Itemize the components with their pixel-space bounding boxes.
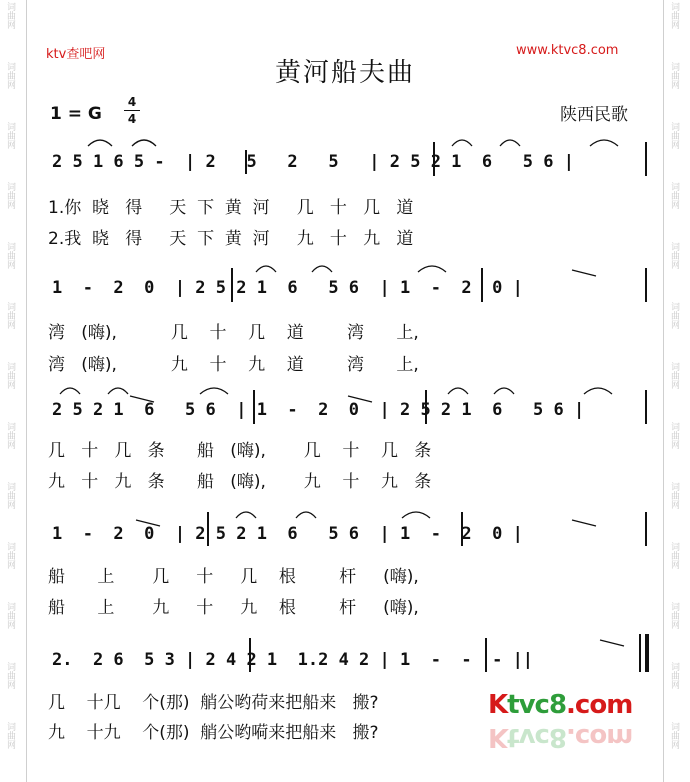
side-watermark: 词曲网 [5, 2, 15, 29]
slur-mark [418, 266, 446, 272]
slur-mark [108, 388, 128, 394]
lyric-verse-2-line-2: 湾 (嗨), 九 十 九 道 湾 上, [48, 355, 419, 375]
side-watermark: 词曲网 [5, 482, 15, 509]
side-watermark: 词曲网 [5, 662, 15, 689]
side-watermark: 词曲网 [669, 722, 679, 749]
notation-line-1: 2 5 1 6 5 - | 2 5 2 5 | 2 5 2 1 6 5 6 | [52, 152, 574, 172]
slur-mark [200, 388, 228, 394]
slur-mark [60, 388, 80, 394]
site-logo-reflection: Ktvc8.com [488, 722, 633, 752]
side-watermark: 词曲网 [5, 242, 15, 269]
lyric-verse-2-line-5: 九 十九 个(那) 艄公哟嗬来把船来 搬? [48, 723, 379, 743]
side-watermark: 词曲网 [5, 422, 15, 449]
notation-line-5: 2. 2 6 5 3 | 2 4 2 1 1.2 4 2 | 1 - - - || [52, 650, 534, 670]
song-origin: 陕西民歌 [560, 105, 628, 125]
side-watermark: 词曲网 [669, 302, 679, 329]
side-watermark: 词曲网 [5, 722, 15, 749]
lyric-verse-1-line-5: 几 十几 个(那) 艄公哟荷来把船来 搬? [48, 693, 379, 713]
side-watermark: 词曲网 [669, 62, 679, 89]
lyric-verse-2-line-4: 船 上 九 十 九 根 杆 (嗨), [48, 598, 419, 618]
lyric-verse-2-line-1: 2.我 晓 得 天 下 黄 河 九 十 九 道 [48, 229, 414, 249]
lyric-verse-1-line-1: 1.你 晓 得 天 下 黄 河 几 十 几 道 [48, 198, 414, 218]
time-signature-top: 4 [127, 95, 137, 109]
side-watermark: 词曲网 [669, 122, 679, 149]
tie-arrow [130, 396, 154, 402]
site-watermark-left: ktv查吧网 [46, 47, 106, 62]
site-watermark-right: www.ktvc8.com [516, 43, 619, 58]
slur-mark [402, 512, 430, 518]
side-watermark: 词曲网 [669, 362, 679, 389]
notation-line-2: 1 - 2 0 | 2 5 2 1 6 5 6 | 1 - 2 0 | [52, 278, 523, 298]
lyric-verse-1-line-2: 湾 (嗨), 几 十 几 道 湾 上, [48, 323, 419, 343]
lyric-verse-1-line-3: 几 十 几 条 船 (嗨), 几 十 几 条 [48, 441, 432, 461]
slur-mark [500, 140, 520, 146]
lyric-verse-1-line-4: 船 上 几 十 几 根 杆 (嗨), [48, 567, 419, 587]
site-logo: Ktvc8.com [488, 690, 633, 720]
tie-arrow [572, 520, 596, 526]
slur-mark [590, 140, 618, 146]
side-watermark: 词曲网 [5, 302, 15, 329]
slur-mark [584, 388, 612, 394]
slur-mark [452, 140, 472, 146]
lyric-verse-2-line-3: 九 十 九 条 船 (嗨), 九 十 九 条 [48, 472, 432, 492]
slur-mark [256, 266, 276, 272]
slur-mark [296, 512, 316, 518]
tie-arrow [136, 520, 160, 526]
side-watermark: 词曲网 [669, 242, 679, 269]
side-watermark: 词曲网 [5, 122, 15, 149]
tie-arrow [348, 396, 372, 402]
side-watermark: 词曲网 [669, 422, 679, 449]
side-watermark: 词曲网 [5, 602, 15, 629]
slur-mark [88, 140, 112, 146]
side-watermark: 词曲网 [669, 482, 679, 509]
slur-mark [132, 140, 156, 146]
song-title: 黄河船夫曲 [274, 58, 415, 88]
slur-mark [312, 266, 332, 272]
side-watermark: 词曲网 [669, 662, 679, 689]
side-watermark: 词曲网 [5, 182, 15, 209]
side-watermark: 词曲网 [669, 2, 679, 29]
tie-arrow [600, 640, 624, 646]
key-signature: 1 = G [50, 104, 102, 124]
time-signature-bottom: 4 [127, 112, 137, 126]
side-watermark: 词曲网 [5, 362, 15, 389]
side-watermark: 词曲网 [5, 62, 15, 89]
side-watermark: 词曲网 [5, 542, 15, 569]
side-watermark: 词曲网 [669, 542, 679, 569]
tie-arrow [572, 270, 596, 276]
slur-mark [236, 512, 256, 518]
notation-line-3: 2 5 2 1 6 5 6 | 1 - 2 0 | 2 5 2 1 6 5 6 | [52, 400, 585, 420]
side-watermark: 词曲网 [669, 182, 679, 209]
side-watermark: 词曲网 [669, 602, 679, 629]
slur-mark [448, 388, 468, 394]
slur-mark [494, 388, 514, 394]
notation-line-4: 1 - 2 0 | 2 5 2 1 6 5 6 | 1 - 2 0 | [52, 524, 523, 544]
